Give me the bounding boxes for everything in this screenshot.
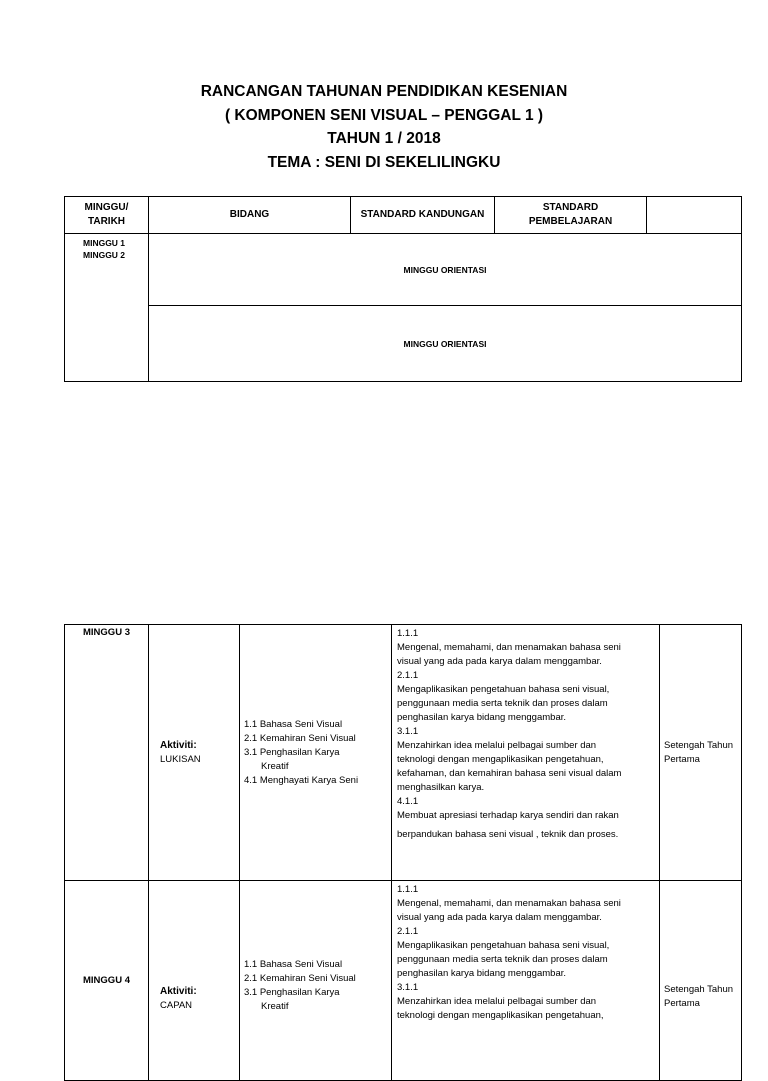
bidang-item: Kreatif xyxy=(261,1001,289,1012)
standard-line: Menzahirkan idea melalui pelbagai sumber dan xyxy=(397,740,597,751)
standard-cell xyxy=(392,625,660,881)
header-standard-pembelajaran xyxy=(495,197,647,234)
orientation-label-1: MINGGU ORIENTASI xyxy=(149,234,742,306)
semester-l2: Pertama xyxy=(664,753,700,765)
standard-line: penghasilan karya bidang menggambar. xyxy=(397,712,567,723)
heading-year: TAHUN 1 / 2018 xyxy=(327,130,441,147)
standard-line: teknologi dengan mengaplikasikan pengetahuan, xyxy=(397,754,604,765)
bidang-item: 2.1 Kemahiran Seni Visual xyxy=(244,732,356,744)
heading-theme: TEMA : SENI DI SEKELILINGKU xyxy=(267,153,501,171)
week-1-label: MINGGU 1 xyxy=(83,238,126,248)
header-sp-l1: STANDARD xyxy=(542,202,599,213)
aktiviti-label: Aktiviti: xyxy=(160,986,197,997)
week-2-label: MINGGU 2 xyxy=(83,250,126,260)
aktiviti-value: CAPAN xyxy=(160,1000,193,1011)
standard-line: Menzahirkan idea melalui pelbagai sumber dan xyxy=(397,996,597,1007)
semester-cell xyxy=(660,625,742,881)
bidang-cell xyxy=(240,625,392,881)
aktiviti-value: LUKISAN xyxy=(160,753,201,765)
header-minggu-l1: MINGGU/ xyxy=(84,202,129,213)
standard-line: menghasilkan karya. xyxy=(397,782,485,793)
bidang-item: 2.1 Kemahiran Seni Visual xyxy=(244,973,356,984)
standard-line: 3.1.1 xyxy=(397,982,419,993)
standard-line: Mengaplikasikan pengetahuan bahasa seni visual, xyxy=(397,940,610,951)
bidang-item: Kreatif xyxy=(261,760,289,772)
semester-l2: Pertama xyxy=(664,998,700,1009)
header-sp-l2: PEMBELAJARAN xyxy=(528,216,613,227)
bidang-item: 1.1 Bahasa Seni Visual xyxy=(244,959,343,970)
standard-line: 1.1.1 xyxy=(397,884,419,895)
bidang-cell xyxy=(240,881,392,1081)
standard-line: penggunaan media serta teknik dan proses dalam xyxy=(397,698,608,709)
standard-line: 1.1.1 xyxy=(397,628,419,639)
table-row xyxy=(65,881,742,1081)
bidang-item: 3.1 Penghasilan Karya xyxy=(244,746,340,758)
header-minggu-l2: TARIKH xyxy=(87,216,126,227)
orientation-label-2: MINGGU ORIENTASI xyxy=(149,306,742,382)
orientation-row-2 xyxy=(65,306,742,382)
heading-title: RANCANGAN TAHUNAN PENDIDIKAN KESENIAN xyxy=(200,83,568,100)
standard-line: 4.1.1 xyxy=(397,796,419,807)
table-header-row xyxy=(65,197,742,234)
table-row xyxy=(65,625,742,881)
header-minggu xyxy=(65,197,149,234)
standard-line: teknologi dengan mengaplikasikan pengetahuan, xyxy=(397,1010,604,1021)
aktiviti-cell xyxy=(149,881,240,1081)
standard-line: 3.1.1 xyxy=(397,726,419,737)
orientation-table xyxy=(64,196,742,382)
bidang-item: 1.1 Bahasa Seni Visual xyxy=(244,718,343,730)
standard-line: penghasilan karya bidang menggambar. xyxy=(397,968,567,979)
header-standard-kandungan: STANDARD KANDUNGAN xyxy=(351,197,495,234)
standard-line: visual yang ada pada karya dalam menggambar. xyxy=(397,912,602,923)
standard-line: Mengenal, memahami, dan menamakan bahasa seni xyxy=(397,898,621,909)
standard-line: kefahaman, dan kemahiran bahasa seni visual dalam xyxy=(397,768,622,779)
document-heading xyxy=(0,80,768,174)
weekly-plan-table xyxy=(64,624,742,1081)
aktiviti-cell xyxy=(149,625,240,881)
standard-line: Membuat apresiasi terhadap karya sendiri dan rakan xyxy=(397,810,619,821)
semester-cell xyxy=(660,881,742,1081)
standard-line: Mengaplikasikan pengetahuan bahasa seni visual, xyxy=(397,684,610,695)
aktiviti-label: Aktiviti: xyxy=(160,739,197,751)
semester-l1: Setengah Tahun xyxy=(664,739,734,751)
orientation-weeks-cell xyxy=(65,234,149,382)
standard-line: 2.1.1 xyxy=(397,670,419,681)
bidang-item: 3.1 Penghasilan Karya xyxy=(244,987,340,998)
week-label: MINGGU 4 xyxy=(65,881,149,1081)
standard-line: penggunaan media serta teknik dan proses dalam xyxy=(397,954,608,965)
standard-line: 2.1.1 xyxy=(397,926,419,937)
week-label: MINGGU 3 xyxy=(65,625,149,881)
standard-cell xyxy=(392,881,660,1081)
semester-l1: Setengah Tahun xyxy=(664,984,734,995)
standard-line: berpandukan bahasa seni visual , teknik dan proses. xyxy=(397,829,619,840)
standard-line: Mengenal, memahami, dan menamakan bahasa seni xyxy=(397,642,621,653)
bidang-item: 4.1 Menghayati Karya Seni xyxy=(244,774,359,786)
header-empty xyxy=(647,197,742,234)
orientation-row-1 xyxy=(65,234,742,306)
header-bidang: BIDANG xyxy=(149,197,351,234)
standard-line: visual yang ada pada karya dalam menggambar. xyxy=(397,656,602,667)
heading-component: ( KOMPONEN SENI VISUAL – PENGGAL 1 ) xyxy=(224,106,544,124)
